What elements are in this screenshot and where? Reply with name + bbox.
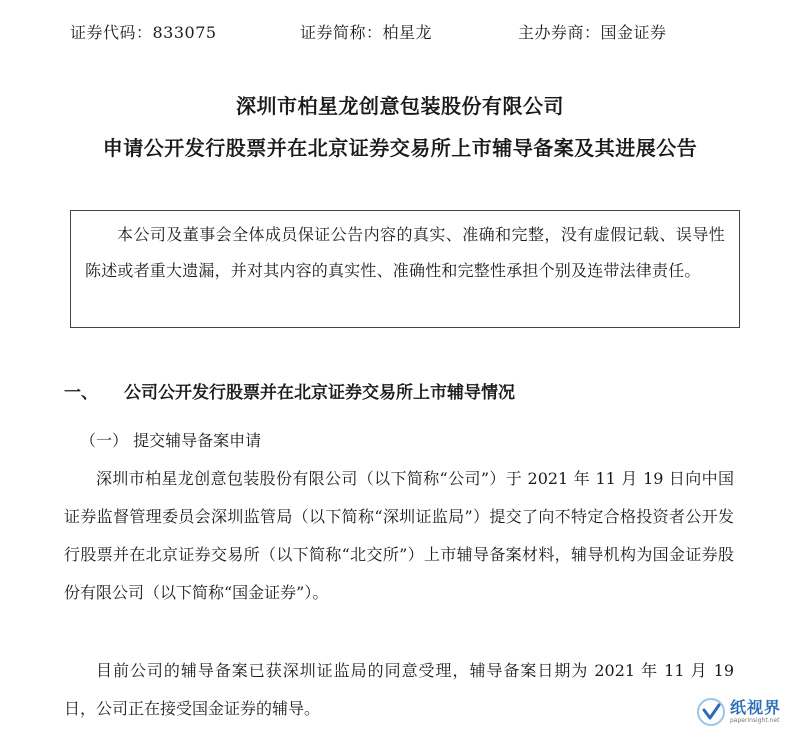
watermark [696, 695, 788, 729]
subsection-heading: （一） 提交辅导备案申请 [80, 431, 262, 450]
notice-text: 本公司及董事会全体成员保证公告内容的真实、准确和完整，没有虚假记载、误导性陈述或者重大遗漏，并对其内容的真实性、准确性和完整性承担个别及连带法律责任。 [85, 225, 725, 280]
watermark-logo-icon [696, 697, 726, 727]
body-paragraph-2: 目前公司的辅导备案已获深圳证监局的同意受理，辅导备案日期为 2021 年 11 月 19 日，公司正在接受国金证券的辅导。 [64, 661, 734, 718]
notice-box [70, 210, 740, 328]
security-code: 证券代码：833075 [70, 23, 217, 42]
section-title: 公司公开发行股票并在北京证券交易所上市辅导情况 [124, 383, 515, 403]
announcement-title: 申请公开发行股票并在北京证券交易所上市辅导备案及其进展公告 [102, 136, 698, 160]
sponsoring-broker: 主办券商：国金证券 [518, 23, 667, 42]
watermark-url: paperinsight.net [730, 717, 780, 724]
body-paragraph-1: 深圳市柏星龙创意包装股份有限公司（以下简称“公司”）于 2021 年 11 月 19 日向中国证券监督管理委员会深圳监管局（以下简称“深圳证监局”）提交了向不特定合格投资者公开发行股票并在北京证券交易所（以下简称“北交所”）上市辅导备案材料，辅导机构为国金证券股份有限公司（以下简称“国金证券”）。 [64, 469, 734, 602]
section-number: 一、 [64, 383, 98, 403]
section-heading [64, 378, 515, 403]
watermark-text: 纸视界 [730, 698, 782, 717]
security-short-name: 证券简称：柏星龙 [300, 23, 433, 42]
company-title: 深圳市柏星龙创意包装股份有限公司 [236, 94, 564, 118]
